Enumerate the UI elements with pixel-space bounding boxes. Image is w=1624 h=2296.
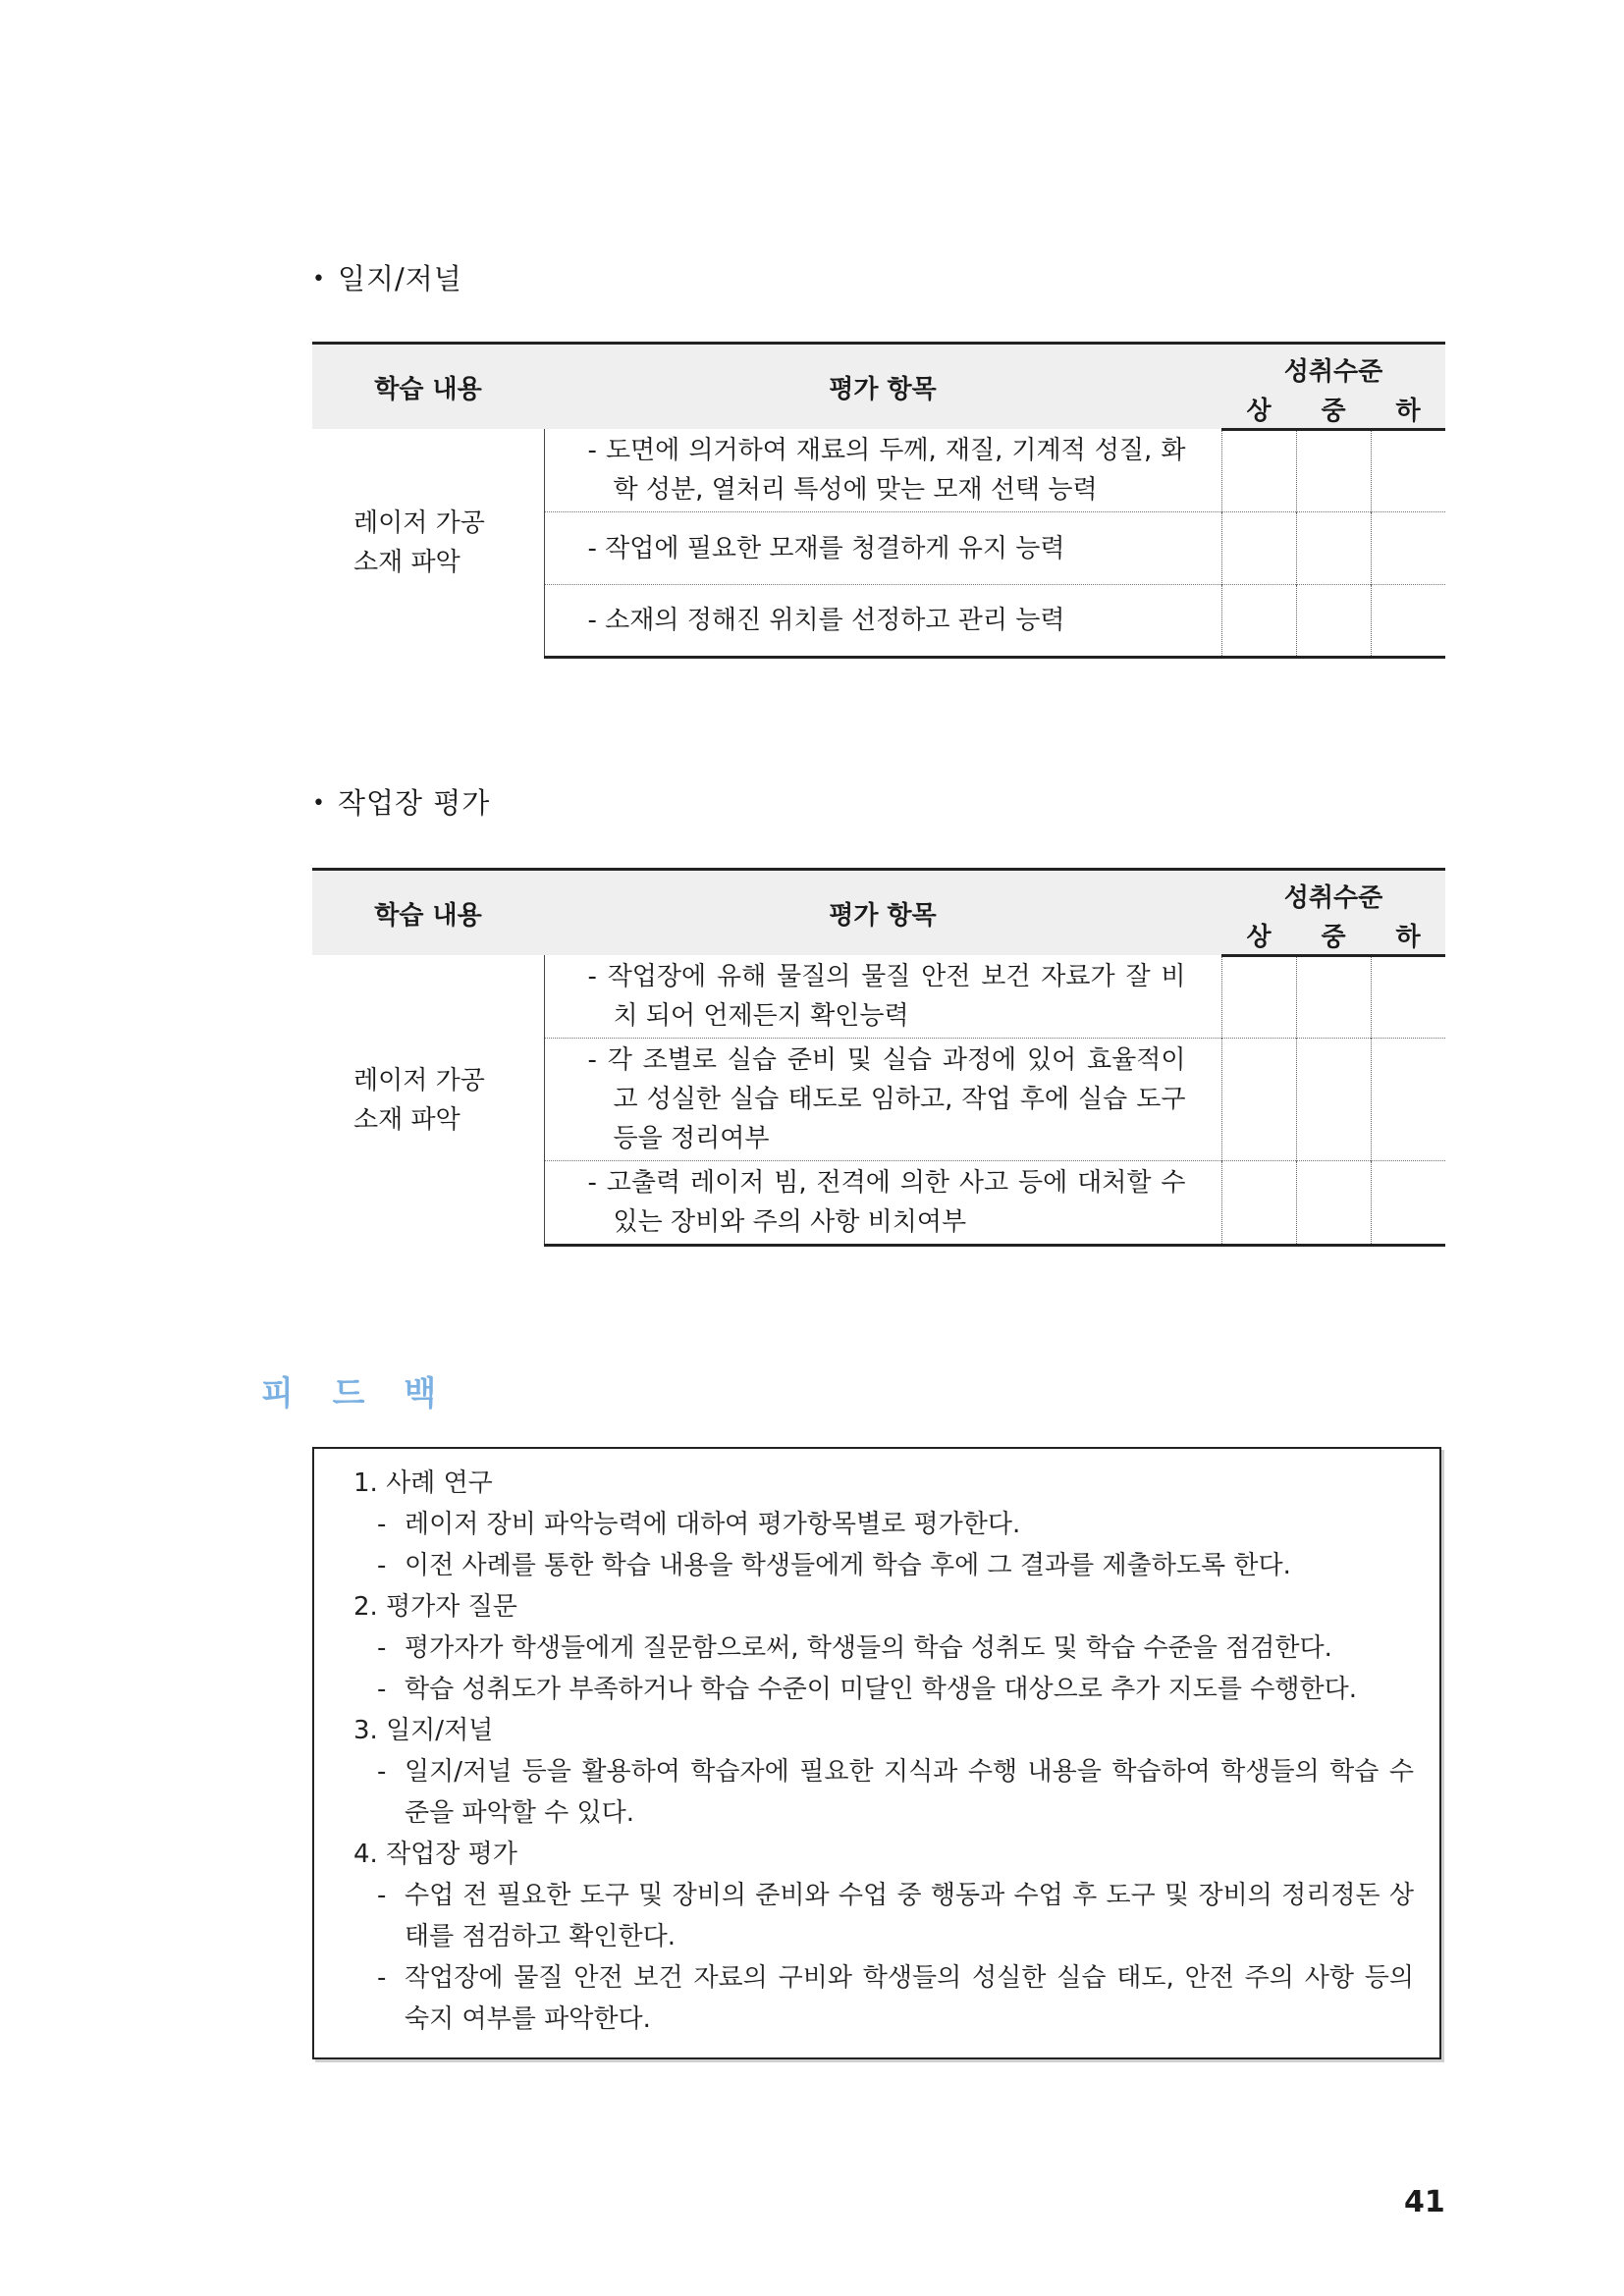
- eval-item: - 작업장에 유해 물질의 물질 안전 보건 자료가 잘 비치 되어 언제든지 확인능력: [587, 962, 1186, 1031]
- dash: -: [377, 1675, 387, 1704]
- dash: -: [377, 1510, 387, 1539]
- feedback-line: [353, 1875, 1414, 1957]
- feedback-heading: 1. 사례 연구: [353, 1468, 493, 1498]
- dash: -: [377, 1963, 387, 1993]
- dash: -: [377, 1551, 387, 1580]
- checkbox-mid[interactable]: [1296, 955, 1371, 1039]
- checkbox-mid[interactable]: [1296, 1161, 1371, 1246]
- checkbox-low[interactable]: [1371, 1039, 1445, 1161]
- header-topic: 학습 내용: [312, 344, 544, 430]
- feedback-box: [312, 1447, 1441, 2059]
- feedback-line-text: 작업장에 물질 안전 보건 자료의 구비와 학생들의 성실한 실습 태도, 안전 주의 사항 등의 숙지 여부를 파악한다.: [405, 1963, 1414, 2034]
- section-title-text: 일지/저널: [337, 262, 462, 295]
- feedback-heading: 4. 작업장 평가: [353, 1840, 517, 1869]
- checkbox-high[interactable]: [1221, 1161, 1296, 1246]
- eval-item: - 소재의 정해진 위치를 선정하고 관리 능력: [544, 585, 1221, 658]
- evaluation-table-journal: [312, 342, 1445, 659]
- eval-item: - 작업에 필요한 모재를 청결하게 유지 능력: [544, 512, 1221, 585]
- checkbox-high[interactable]: [1221, 955, 1296, 1039]
- checkbox-mid[interactable]: [1296, 429, 1371, 512]
- header-level: 성취수준: [1221, 344, 1445, 389]
- header-level-mid: 중: [1296, 388, 1371, 429]
- topic-line: 소재 파악: [353, 1104, 460, 1135]
- evaluation-table-workshop: [312, 868, 1445, 1247]
- topic-cell: [312, 955, 544, 1246]
- page-number: 41: [1404, 2185, 1445, 2219]
- checkbox-mid[interactable]: [1296, 512, 1371, 585]
- feedback-line-text: 이전 사례를 통한 학습 내용을 학생들에게 학습 후에 그 결과를 제출하도록 한다.: [405, 1551, 1291, 1580]
- header-item: 평가 항목: [544, 870, 1221, 956]
- header-level-high: 상: [1221, 388, 1296, 429]
- feedback-line-text: 학습 성취도가 부족하거나 학습 수준이 미달인 학생을 대상으로 추가 지도를 수행한다.: [405, 1675, 1357, 1704]
- checkbox-mid[interactable]: [1296, 1039, 1371, 1161]
- topic-line: 소재 파악: [353, 548, 460, 578]
- section-title-text: 작업장 평가: [337, 786, 491, 820]
- feedback-title: 피 드 백: [261, 1374, 451, 1414]
- bullet: •: [312, 267, 326, 292]
- checkbox-high[interactable]: [1221, 1039, 1296, 1161]
- eval-item: - 각 조별로 실습 준비 및 실습 과정에 있어 효율적이고 성실한 실습 태도로 임하고, 작업 후에 실습 도구 등을 정리여부: [544, 1039, 1221, 1161]
- feedback-line: [353, 1504, 1414, 1545]
- checkbox-mid[interactable]: [1296, 585, 1371, 658]
- feedback-line: [353, 1628, 1414, 1669]
- checkbox-high[interactable]: [1221, 585, 1296, 658]
- dash: -: [377, 1757, 387, 1787]
- checkbox-low[interactable]: [1371, 585, 1445, 658]
- bullet: •: [312, 791, 326, 816]
- header-level-mid: 중: [1296, 914, 1371, 955]
- eval-item: - 고출력 레이저 빔, 전격에 의한 사고 등에 대처할 수 있는 장비와 주의 사항 비치여부: [544, 1161, 1221, 1246]
- header-level: 성취수준: [1221, 870, 1445, 915]
- feedback-content: [353, 1463, 1414, 2040]
- header-level-low: 하: [1371, 388, 1445, 429]
- section-title-workshop: [312, 781, 490, 822]
- feedback-line-text: 수업 전 필요한 도구 및 장비의 준비와 수업 중 행동과 수업 후 도구 및 장비의 정리정돈 상태를 점검하고 확인한다.: [405, 1881, 1414, 1951]
- topic-line: 레이저 가공: [353, 508, 485, 539]
- feedback-line: [353, 1545, 1414, 1586]
- eval-item: - 도면에 의거하여 재료의 두께, 재질, 기계적 성질, 화학 성분, 열처리 특성에 맞는 모재 선택 능력: [587, 436, 1186, 505]
- checkbox-low[interactable]: [1371, 955, 1445, 1039]
- feedback-line-text: 레이저 장비 파악능력에 대하여 평가항목별로 평가한다.: [405, 1510, 1021, 1539]
- feedback-heading: 3. 일지/저널: [353, 1716, 494, 1745]
- checkbox-low[interactable]: [1371, 429, 1445, 512]
- header-topic: 학습 내용: [312, 870, 544, 956]
- header-item: 평가 항목: [544, 344, 1221, 430]
- checkbox-low[interactable]: [1371, 1161, 1445, 1246]
- feedback-heading: 2. 평가자 질문: [353, 1592, 517, 1622]
- header-level-high: 상: [1221, 914, 1296, 955]
- checkbox-high[interactable]: [1221, 512, 1296, 585]
- checkbox-low[interactable]: [1371, 512, 1445, 585]
- topic-line: 레이저 가공: [353, 1065, 485, 1095]
- topic-cell: [312, 429, 544, 658]
- checkbox-high[interactable]: [1221, 429, 1296, 512]
- feedback-line-text: 평가자가 학생들에게 질문함으로써, 학생들의 학습 성취도 및 학습 수준을 점검한다.: [405, 1633, 1332, 1663]
- header-level-low: 하: [1371, 914, 1445, 955]
- dash: -: [377, 1881, 387, 1910]
- feedback-line: [353, 1957, 1414, 2040]
- dash: -: [377, 1633, 387, 1663]
- feedback-line-text: 일지/저널 등을 활용하여 학습자에 필요한 지식과 수행 내용을 학습하여 학생들의 학습 수준을 파악할 수 있다.: [405, 1757, 1414, 1828]
- feedback-line: [353, 1751, 1414, 1834]
- feedback-line: [353, 1669, 1414, 1710]
- section-title-journal: [312, 257, 462, 297]
